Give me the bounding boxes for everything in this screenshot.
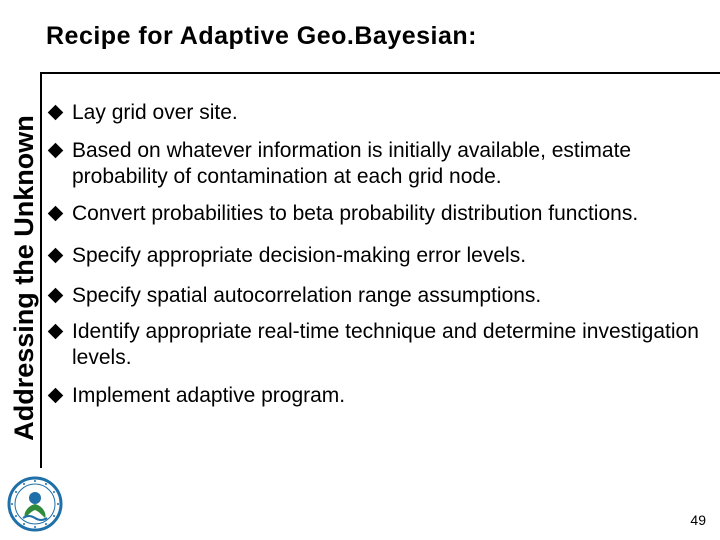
title-divider-horizontal <box>40 72 720 74</box>
bullet-item <box>46 201 706 227</box>
bullet-text: Identify appropriate real-time technique and determine investigation levels. <box>72 320 699 369</box>
bullet-item <box>46 243 706 269</box>
bullet-list <box>46 100 706 409</box>
bullet-item <box>46 319 706 371</box>
bullet-text: Specify appropriate decision-making error levels. <box>72 244 527 267</box>
page-number: 49 <box>690 512 706 528</box>
diamond-bullet-icon <box>48 288 64 304</box>
epa-seal-icon <box>7 476 63 532</box>
bullet-item <box>46 138 706 190</box>
bullet-item <box>46 283 706 309</box>
diamond-bullet-icon <box>48 105 64 121</box>
bullet-text: Convert probabilities to beta probability distribution functions. <box>72 202 639 225</box>
bullet-text: Implement adaptive program. <box>72 384 346 407</box>
side-title: Addressing the Unknown <box>9 115 39 441</box>
diamond-bullet-icon <box>48 248 64 264</box>
diamond-bullet-icon <box>48 388 64 404</box>
bullet-text: Based on whatever information is initially available, estimate probability of contamination at each grid node. <box>72 139 632 188</box>
bullet-item <box>46 383 706 409</box>
bullet-text: Lay grid over site. <box>72 101 238 124</box>
diamond-bullet-icon <box>48 324 64 340</box>
bullet-item <box>46 100 706 126</box>
title-divider-vertical <box>40 72 42 468</box>
slide-title: Recipe for Adaptive Geo.Bayesian: <box>46 22 477 50</box>
diamond-bullet-icon <box>48 143 64 159</box>
bullet-text: Specify spatial autocorrelation range assumptions. <box>72 284 542 307</box>
diamond-bullet-icon <box>48 206 64 222</box>
